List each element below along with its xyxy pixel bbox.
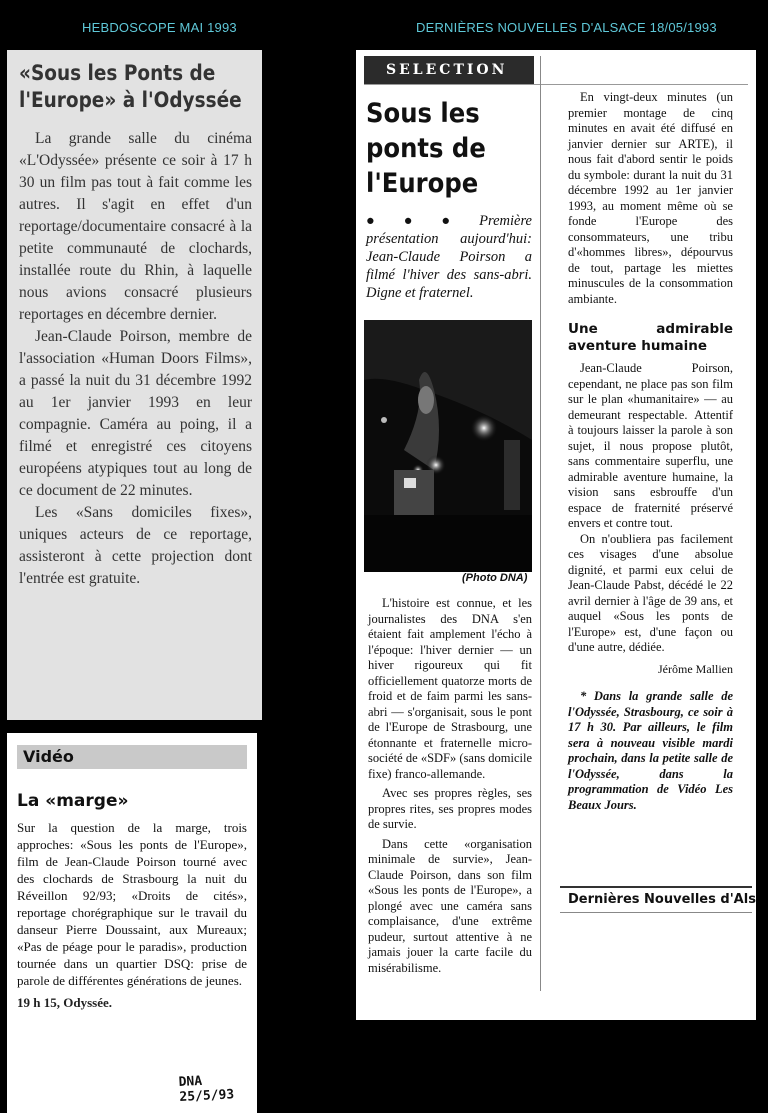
dna-headline: Sous les ponts de l'Europe: [366, 98, 486, 199]
dna-right-paragraph-3: On n'oubliera pas facilement ces visages d'une absolue dignité, et parmi eux celui de Jean-Claude Pabst, décédé le 22 avril dernier à l'âge de 39 ans, et auquel «Sous les ponts de l'Europe» est, d'une façon ou d'une autre, dédiée.: [568, 531, 733, 654]
video-section-band: Vidéo: [17, 745, 247, 769]
hebdo-paragraph-1: La grande salle du cinéma «L'Odyssée» présente ce soir à 17 h 30 un film pas tout à fait comme les autres. Il s'agit en effet d'un reportage/documentaire consacré à la petite communauté de clochards, installée route du Rhin, à laquelle nous avions consacré plusieurs reportages en décembre dernier.: [19, 130, 252, 323]
video-title: La «marge»: [17, 791, 129, 811]
screening-note: * Dans la grande salle de l'Odyssée, Strasbourg, ce soir à 17 h 30. Par ailleurs, le film sera à nouveau visible mardi prochain, dans la petite salle de l'Odyssée, dans la programmation de Vidéo Les Beaux Jours.: [568, 689, 733, 812]
footer-rule: [560, 886, 752, 888]
dna-left-paragraph-2: Avec ses propres règles, ses propres rites, ses propres modes de survie.: [368, 786, 532, 831]
hebdoscope-clipping: [7, 50, 262, 720]
dna-left-paragraph-1: L'histoire est connue, et les journalistes des DNA s'en étaient fait amplement l'écho à l'époque: l'hiver dernier — un hiver rigoureux qui fit officiellement quatorze morts de froid et de faim parmi les sans-abri — s'organisait, sous le pont de l'Europe de Strasbourg, une étonnante et fraternelle micro-société de «SDF» (sans domicile fixe) franco-allemande.: [368, 596, 532, 781]
top-rule: [364, 84, 748, 85]
selection-banner: SELECTION: [364, 56, 534, 84]
newspaper-footer: Dernières Nouvelles d'Als: [568, 892, 756, 907]
photo-credit: (Photo DNA): [462, 572, 528, 584]
dna-right-paragraph-1: En vingt-deux minutes (un premier montage de cinq minutes en avait été diffusé en janvier dernier sur ARTE), il nous fait d'abord sentir le poids du symbole: durant la nuit du 31 décembre 1992 au 1er janvier 1993, au moment même où se fonde l'Europe des consommateurs, une tribu d'«hommes libres», dépourvus de tout, partage les miettes minuscules de la consommation ambiante.: [568, 90, 733, 306]
dna-right-column: [568, 90, 733, 813]
bridge-night-photo: [364, 320, 532, 572]
hebdo-title: «Sous les Ponts de l'Europe» à l'Odyssée: [19, 61, 242, 112]
dna-chapo: ● ● ● Première présentation aujourd'hui: Jean-Claude Poirson a filmé l'hiver des sans-abri. Digne et fraternel.: [366, 213, 532, 301]
dna-left-paragraph-3: Dans cette «organisation minimale de survie», Jean-Claude Poirson, dans son film «Sous les ponts de l'Europe», a plongé avec une caméra sans complaisance, d'une extrême pudeur, surtout attentive à ne jamais jouer la carte facile du misérabilisme.: [368, 836, 532, 975]
photo-image: [364, 320, 532, 572]
dna-clipping: [356, 50, 756, 1020]
dna-right-paragraph-2: Jean-Claude Poirson, cependant, ne place pas son film sur le plan «humanitaire» — au demeurant respectable. Attentif à toujours laisser la parole à son sujet, il nous propose plutôt, sans commentaire superflu, une admirable aventure humaine, la vision sans esbrouffe d'un espace de fraternité préservé envers et contre tout.: [568, 361, 733, 530]
handwritten-date-stamp: DNA 25/5/93: [178, 1073, 235, 1106]
video-time: 19 h 15, Odyssée.: [17, 995, 112, 1010]
hebdo-paragraph-2: Jean-Claude Poirson, membre de l'association «Human Doors Films», a passé la nuit du 31 décembre 1992 au 1er janvier 1993 en leur compagnie. Caméra au poing, il a filmé et enregistré ces citoyens européens atypiques tout au long de ce document de 22 minutes.: [19, 328, 252, 499]
footer-rule-bottom: [560, 912, 752, 913]
dna-left-column: [368, 596, 532, 980]
video-clipping: [7, 733, 257, 1113]
video-body: Sur la question de la marge, trois approches: «Sous les ponts de l'Europe», film de Jean-Claude Poirson tourné avec des clochards de Strasbourg la nuit du Réveillon 92/93; «Droits de cités», reportage chorégraphique sur le travail du danseur Pierre Doussaint, aux Mureaux; «Pas de péage pour le paradis», production tournée dans un quartier DSQ: prise de parole de différentes générations de jeunes.: [17, 820, 247, 988]
dna-source-label: DERNIÈRES NOUVELLES D'ALSACE 18/05/1993: [416, 20, 717, 35]
author-signature: Jérôme Mallien: [658, 661, 733, 676]
column-divider: [540, 56, 541, 991]
dna-subhead: Une admirable aventure humaine: [568, 321, 733, 354]
hebdoscope-source-label: HEBDOSCOPE MAI 1993: [82, 20, 237, 35]
hebdo-paragraph-3: Les «Sans domiciles fixes», uniques acteurs de ce reportage, assisteront à cette projection dont l'entrée est gratuite.: [19, 504, 252, 587]
